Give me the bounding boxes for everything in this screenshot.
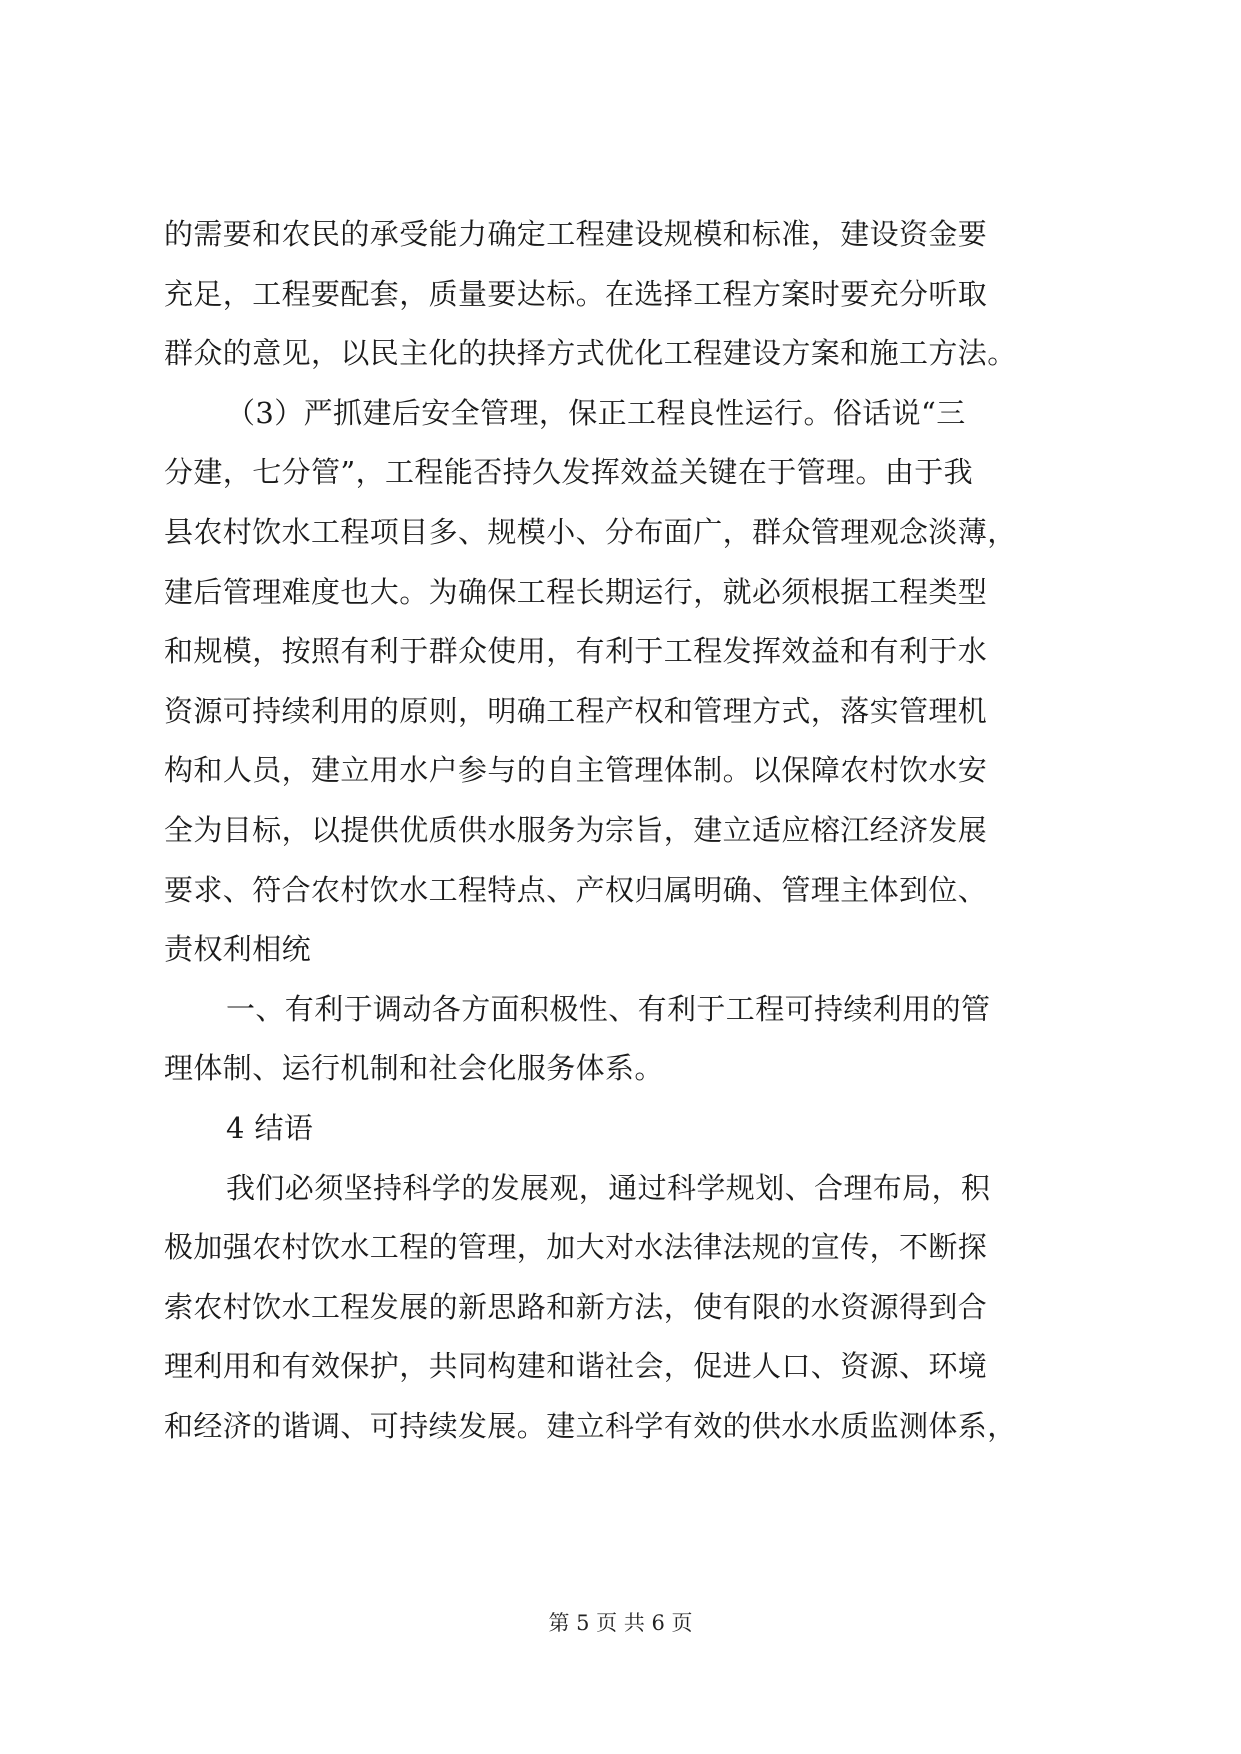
section-heading: 4 结语 [226, 1110, 314, 1145]
text-line-13: 责权利相统 [164, 932, 312, 967]
text-line-12: 要求、符合农村饮水工程特点、产权归属明确、管理主体到位、 [164, 872, 988, 907]
text-line-5: 分建，七分管”，工程能否持久发挥效益关键在于管理。由于我 [164, 455, 974, 490]
page-number-footer: 第 5 页 共 6 页 [548, 1611, 693, 1635]
text-line-21: 和经济的谐调、可持续发展。建立科学有效的供水水质监测体系， [164, 1408, 1017, 1443]
text-line-6: 县农村饮水工程项目多、规模小、分布面广，群众管理观念淡薄， [164, 514, 1017, 549]
text-line-4: （3）严抓建后安全管理，保正工程良性运行。俗话说“三 [226, 395, 966, 430]
text-line-18: 极加强农村饮水工程的管理，加大对水法律法规的宣传，不断探 [164, 1230, 988, 1265]
text-line-19: 索农村饮水工程发展的新思路和新方法，使有限的水资源得到合 [164, 1289, 988, 1324]
text-line-20: 理利用和有效保护，共同构建和谐社会，促进人口、资源、环境 [164, 1349, 988, 1384]
text-line-17: 我们必须坚持科学的发展观，通过科学规划、合理布局，积 [226, 1170, 991, 1205]
text-line-14: 一、有利于调动各方面积极性、有利于工程可持续利用的管 [226, 991, 991, 1026]
text-line-3: 群众的意见，以民主化的抉择方式优化工程建设方案和施工方法。 [164, 336, 1017, 371]
text-line-8: 和规模，按照有利于群众使用，有利于工程发挥效益和有利于水 [164, 634, 988, 669]
text-line-11: 全为目标，以提供优质供水服务为宗旨，建立适应榕江经济发展 [164, 812, 988, 847]
text-line-10: 构和人员，建立用水户参与的自主管理体制。以保障农村饮水安 [164, 753, 988, 788]
text-line-1: 的需要和农民的承受能力确定工程建设规模和标准，建设资金要 [164, 217, 988, 251]
body-text [164, 205, 1109, 1456]
text-line-7: 建后管理难度也大。为确保工程长期运行，就必须根据工程类型 [164, 574, 988, 609]
text-line-9: 资源可持续利用的原则，明确工程产权和管理方式，落实管理机 [164, 693, 988, 728]
text-line-15: 理体制、运行机制和社会化服务体系。 [164, 1051, 664, 1086]
text-line-2: 充足，工程要配套，质量要达标。在选择工程方案时要充分听取 [164, 276, 988, 311]
